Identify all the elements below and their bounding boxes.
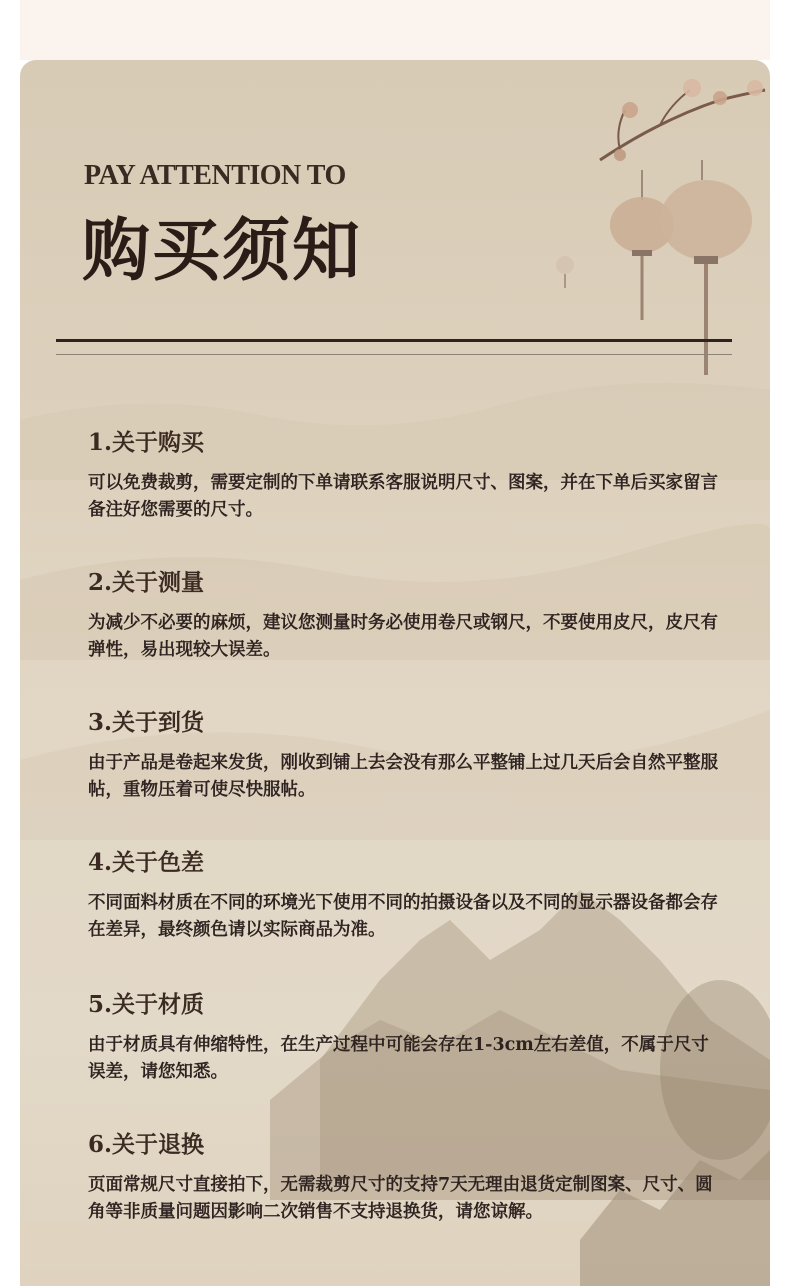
notice-section-purchase (88, 428, 718, 524)
top-strip (20, 0, 770, 60)
section-body: 页面常规尺寸直接拍下，无需裁剪尺寸的支持7天无理由退货定制图案、尺寸、圆角等非质量问题因影响二次销售不支持退换货，请您谅解。 (88, 1175, 713, 1222)
header-subtitle: PAY ATTENTION TO (84, 160, 346, 191)
section-body: 由于材质具有伸缩特性，在生产过程中可能会存在1-3cm左右差值，不属于尺寸误差，请您知悉。 (88, 1035, 709, 1082)
section-heading: 5.关于材质 (88, 991, 205, 1018)
section-heading: 3.关于到货 (88, 709, 205, 736)
section-heading: 4.关于色差 (88, 849, 205, 876)
section-body: 由于产品是卷起来发货，刚收到铺上去会没有那么平整铺上过几天后会自然平整服帖，重物压着可使尽快服帖。 (88, 753, 718, 800)
ink-mountain-icon (270, 890, 770, 1286)
notice-section-color (88, 848, 718, 944)
notice-section-measure (88, 568, 718, 664)
divider-thin (56, 354, 732, 355)
notice-section-material (88, 990, 718, 1086)
notice-section-arrival (88, 708, 718, 804)
section-body: 为减少不必要的麻烦，建议您测量时务必使用卷尺或钢尺，不要使用皮尺，皮尺有弹性，易出现较大误差。 (88, 613, 718, 660)
section-heading: 6.关于退换 (88, 1131, 205, 1158)
page-title: 购买须知 (82, 212, 363, 291)
notice-section-return (88, 1130, 718, 1226)
plum-blossom-icon (600, 79, 765, 161)
lantern-icon (556, 160, 752, 375)
divider-thick (56, 339, 732, 342)
section-body: 不同面料材质在不同的环境光下使用不同的拍摄设备以及不同的显示器设备都会存在差异，最终颜色请以实际商品为准。 (88, 893, 718, 940)
section-heading: 2.关于测量 (88, 569, 205, 596)
section-heading: 1.关于购买 (88, 429, 205, 456)
notice-card (20, 60, 770, 1286)
section-body: 可以免费裁剪，需要定制的下单请联系客服说明尺寸、图案，并在下单后买家留言备注好您需要的尺寸。 (88, 473, 718, 520)
